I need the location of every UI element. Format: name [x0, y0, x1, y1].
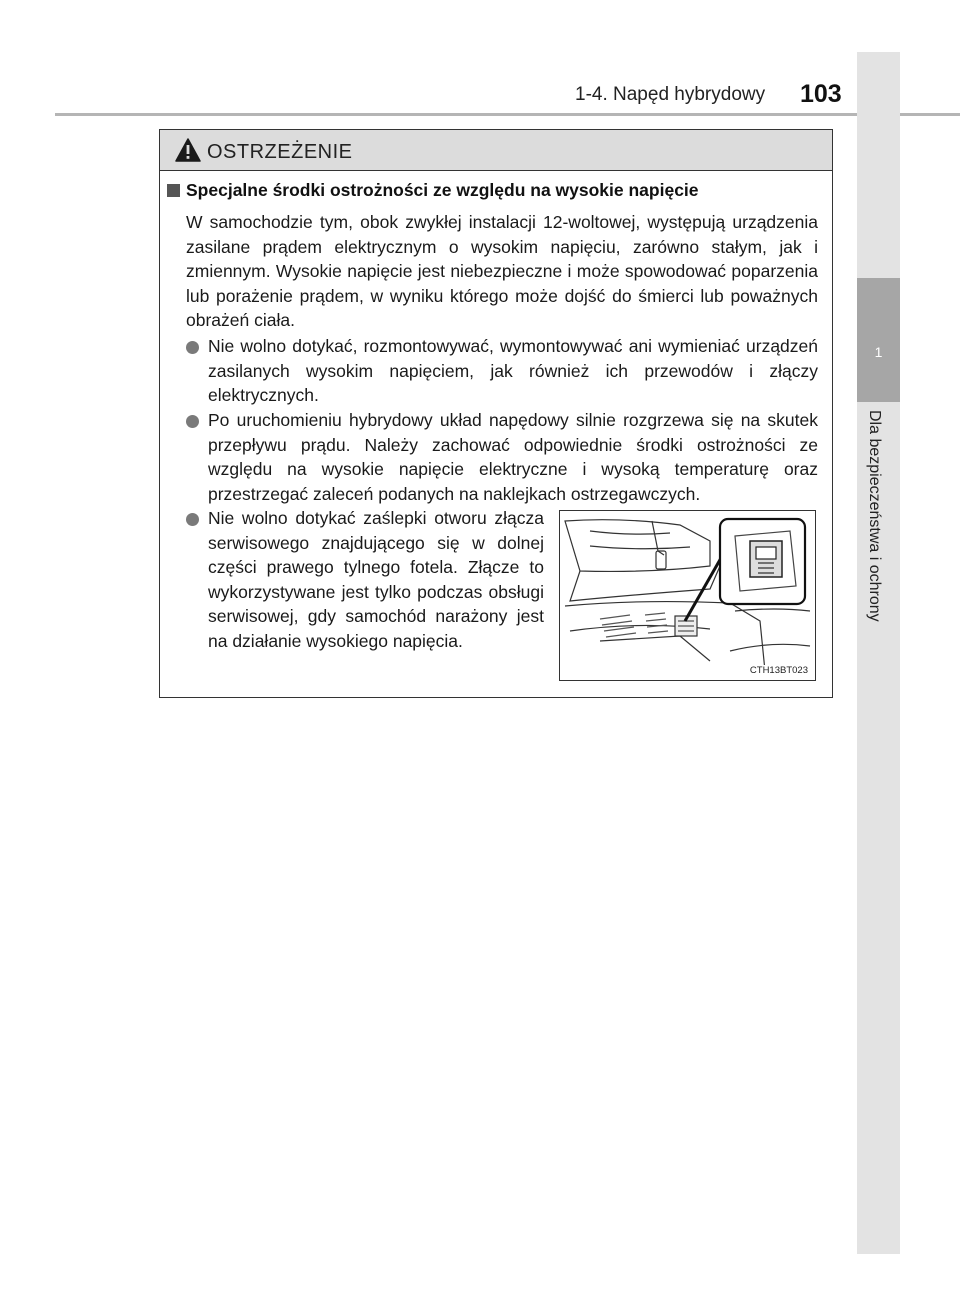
warning-intro-paragraph: W samochodzie tym, obok zwykłej instalacji 12-woltowej, występują urządzenia zasilane prądem elektrycznym o wysokim napięciu, zarówno stałym, jak i zmiennym. Wysokie napięcie jest niebezpieczne i może spowodować poparzenia lub porażenie prądem, w wyniku którego może dojść do śmierci lub poważnych obrażeń ciała.: [186, 212, 818, 330]
warning-section-title: Specjalne środki ostrożności ze względu na wysokie napięcie: [186, 180, 699, 200]
page-number: 103: [800, 80, 842, 108]
bullet-item: Nie wolno dotykać, rozmontowywać, wymontowywać ani wymieniać urządzeń zasilanych wysokim napięciem, jak również ich przewodów i złączy elektrycznych.: [208, 336, 818, 405]
bullet-dot: [186, 513, 199, 526]
bullet-item: Po uruchomieniu hybrydowy układ napędowy silnie rozgrzewa się na skutek przepływu prądu. Należy zachować odpowiednie środki ostrożności ze względu na wysokie napięcie elektryczne i wysoką temperaturę oraz przestrzegać zaleceń podanych na naklejkach ostrzegawczych.: [208, 410, 818, 504]
warning-header: [160, 130, 832, 171]
chapter-number-box: [857, 278, 900, 402]
chapter-title: Dla bezpieczeństwa i ochrony: [866, 410, 883, 622]
bullet-dot: [186, 415, 199, 428]
warning-title: OSTRZEŻENIE: [207, 141, 353, 163]
bullet-item: Nie wolno dotykać zaślepki otworu złącza serwisowego znajdującego się w dolnej części prawego tylnego fotela. Złącze to wykorzystywane jest tylko podczas obsługi serwisowej, gdy samochód narażony jest na działanie wysokiego napięcia.: [208, 508, 544, 651]
header-divider: [55, 113, 960, 116]
car-rear-seat-drawing: [560, 511, 814, 679]
chapter-number: 1: [874, 344, 883, 360]
warning-triangle-icon: [175, 138, 201, 162]
service-plug-illustration: [559, 510, 816, 681]
illustration-code: CTH13BT023: [749, 665, 808, 676]
section-square-marker: [167, 184, 180, 197]
bullet-dot: [186, 341, 199, 354]
section-header-title: 1-4. Napęd hybrydowy: [575, 84, 766, 105]
chapter-side-tab: [857, 52, 900, 1254]
